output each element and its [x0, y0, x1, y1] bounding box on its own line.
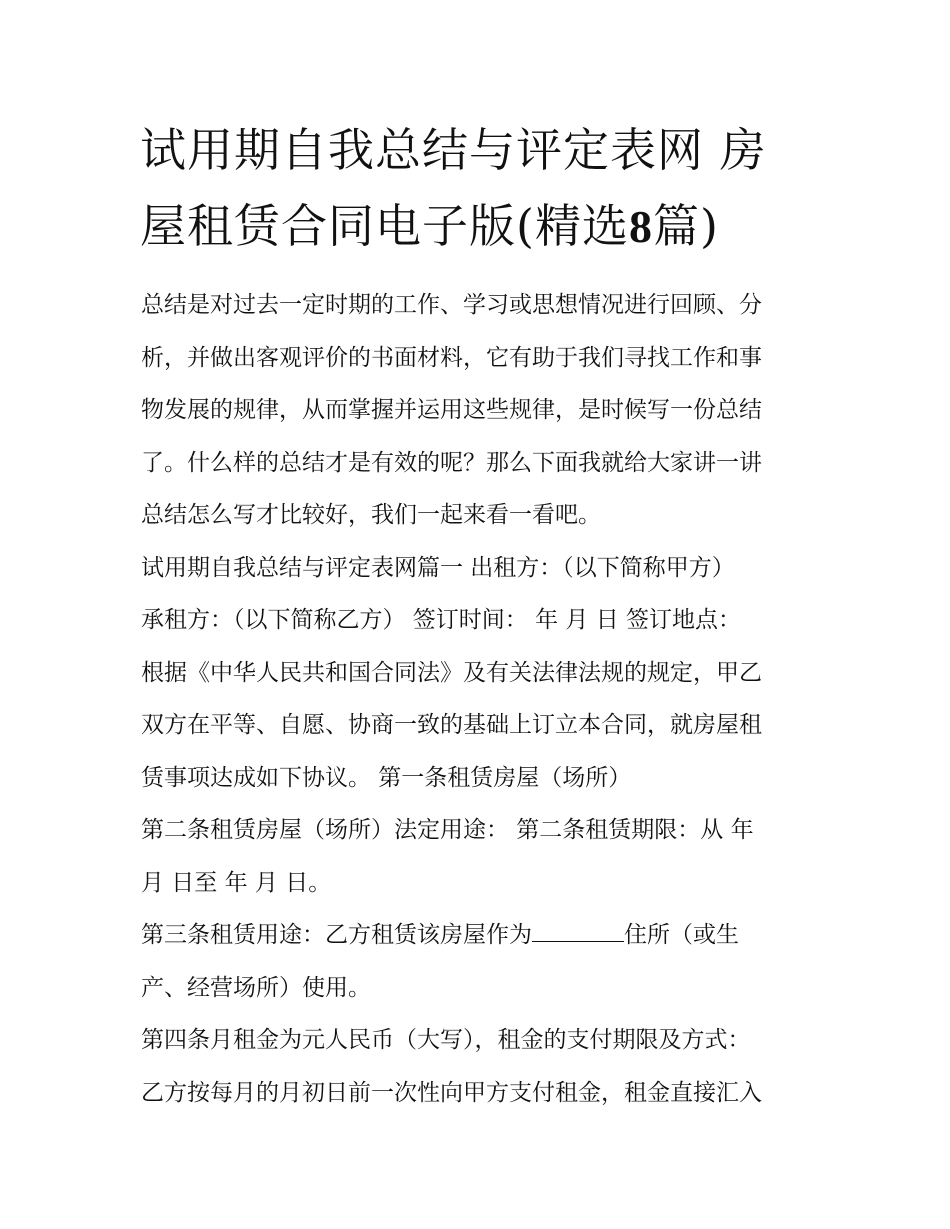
title-number: 8 [628, 201, 653, 252]
intro-paragraph [141, 279, 831, 542]
text-line: 赁事项达成如下协议。 第一条租赁房屋（场所） [141, 764, 632, 791]
fill-in-blank [532, 921, 624, 942]
text-line: 第四条月租金为元人民币（大写），租金的支付期限及方式： [141, 1027, 751, 1053]
document-title [140, 112, 830, 265]
text-line [141, 909, 831, 962]
text-line: 根据《中华人民共和国合同法》及有关法律法规的规定，甲乙 [141, 659, 762, 686]
text-line: 试用期自我总结与评定表网篇一 出租方：（以下简称甲方） [141, 554, 735, 581]
contract-intro-paragraph [141, 542, 831, 805]
text-line: 第二条租赁房屋（场所）法定用途： 第二条租赁期限：从 年 [141, 817, 754, 843]
text-line: 析，并做出客观评价的书面材料，它有助于我们寻找工作和事 [141, 344, 762, 371]
text-line: 总结怎么写才比较好，我们一起来看一看吧。 [141, 502, 601, 528]
text-before-blank: 第三条租赁用途：乙方租赁该房屋作为 [141, 922, 532, 948]
text-line: 总结是对过去一定时期的工作、学习或思想情况进行回顾、分 [141, 292, 762, 318]
title-line: 试用期自我总结与评定表网 房 [140, 123, 767, 177]
clause-two-paragraph [141, 804, 831, 909]
text-line: 产、经营场所）使用。 [141, 974, 371, 1001]
title-line [140, 188, 830, 265]
text-line: 了。什么样的总结才是有效的呢？那么下面我就给大家讲一讲 [141, 449, 762, 476]
clause-three-paragraph [141, 909, 831, 1014]
title-line-text: 屋租赁合同电子版(精选 [140, 199, 629, 253]
text-line: 双方在平等、自愿、协商一致的基础上订立本合同，就房屋租 [141, 712, 762, 738]
document-body [141, 279, 831, 1119]
text-line: 承租方：（以下简称乙方） 签订时间： 年 月 日 签订地点： [141, 607, 742, 633]
clause-four-paragraph [141, 1014, 831, 1119]
text-line: 物发展的规律，从而掌握并运用这些规律，是时候写一份总结 [141, 397, 762, 423]
text-line: 月 日至 年 月 日。 [141, 869, 332, 896]
text-after-blank: 住所（或生 [624, 922, 739, 948]
text-line: 乙方按每月的月初日前一次性向甲方支付租金，租金直接汇入 [141, 1079, 762, 1106]
title-line-tail: 篇) [652, 199, 719, 253]
